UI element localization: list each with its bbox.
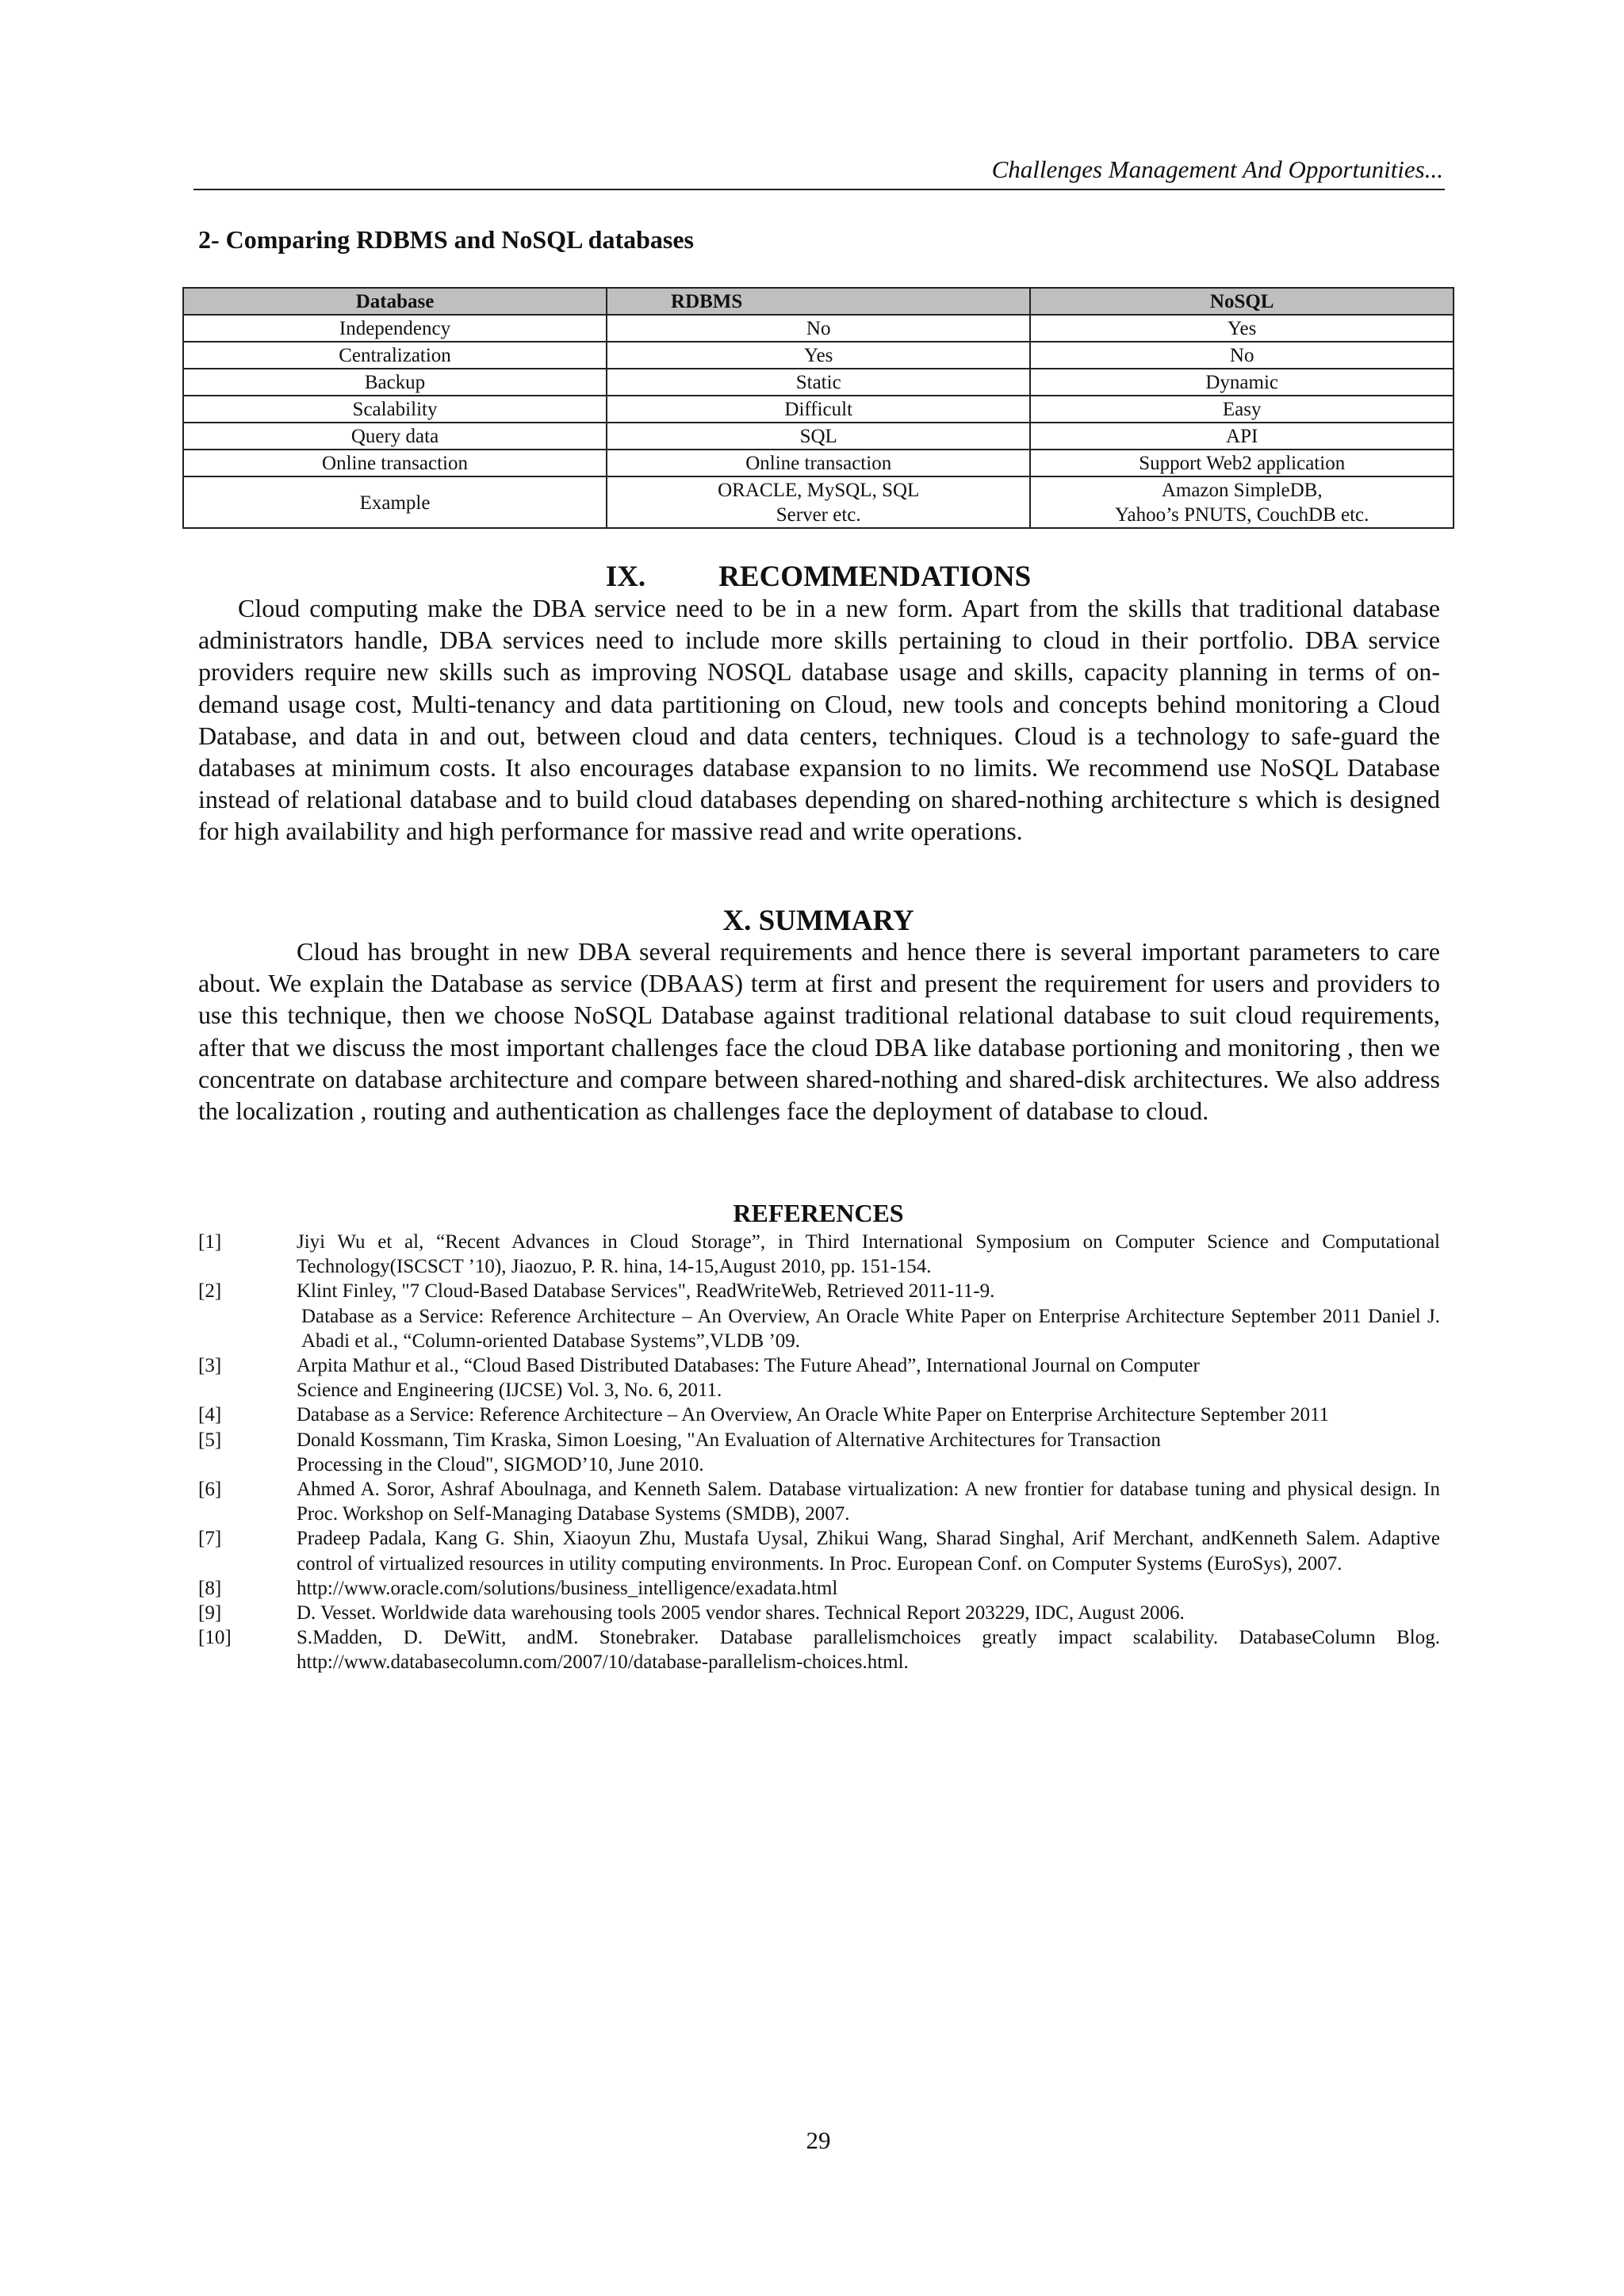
reference-number: [3]: [198, 1355, 222, 1377]
summary-body: Cloud has brought in new DBA several requirements and hence there is several important parameters to care about. We explain the Database as service (DBAAS) term at first and present the requirement for users and providers to use this technique, then we choose NoSQL Database against traditional relational database to suit cloud requirements, after that we discuss the most important challenges face the cloud DBA like database portioning and monitoring , then we concentrate on database architecture and compare between shared-nothing and shared-disk architectures. We also address the localization , routing and authentication as challenges face the deployment of database to cloud.: [198, 937, 1440, 1126]
recommendations-body: Cloud computing make the DBA service need to be in a new form. Apart from the skills that traditional database administrators handle, DBA services need to include more skills pertaining to cloud in their portfolio. DBA service providers require new skills such as improving NOSQL database usage and skills, capacity planning in terms of on-demand usage cost, Multi-tenancy and data partitioning on Cloud, new tools and concepts behind monitoring a Cloud Database, and data in and out, between cloud and data centers, techniques. Cloud is a technology to safe-guard the databases at minimum costs. It also encourages database expansion to no limits. We recommend use NoSQL Database instead of relational database and to build cloud databases depending on shared-nothing architecture s which is designed for high availability and high performance for massive read and write operations.: [198, 594, 1440, 846]
table-header-row: [183, 288, 1454, 315]
subsection-title: 2- Comparing RDBMS and NoSQL databases: [198, 225, 694, 254]
table-cell: Query data: [183, 423, 607, 450]
reference-item: [198, 1526, 1440, 1575]
reference-text: Klint Finley, "7 Cloud-Based Database Services", ReadWriteWeb, Retrieved 2011-11-9.: [297, 1280, 995, 1303]
reference-text: Database as a Service: Reference Architecture – An Overview, An Oracle White Paper on Enterprise Architecture September 2011: [297, 1404, 1330, 1426]
table-row: [183, 423, 1454, 450]
reference-text: D. Vesset. Worldwide data warehousing tools 2005 vendor shares. Technical Report 203229, IDC, August 2006.: [297, 1602, 1185, 1624]
table-cell: Yes: [1030, 315, 1454, 342]
table-cell: Backup: [183, 369, 607, 396]
comparison-table: [182, 287, 1454, 529]
table-cell: Example: [183, 476, 607, 528]
table-cell: Easy: [1030, 396, 1454, 423]
table-row: [183, 315, 1454, 342]
column-header-nosql: NoSQL: [1030, 288, 1454, 315]
column-header-rdbms: RDBMS: [607, 288, 1030, 315]
reference-item: [198, 1576, 1440, 1601]
references-list: [198, 1230, 1440, 1675]
reference-text: S.Madden, D. DeWitt, andM. Stonebraker. Database parallelismchoices greatly impact scalability. DatabaseColumn Blog. http://www.databasecolumn.com/2007/10/database-parallelism-choices.html.: [297, 1627, 1440, 1674]
table-cell: No: [1030, 342, 1454, 369]
reference-item: [198, 1625, 1440, 1674]
table-row: [183, 369, 1454, 396]
reference-number: [4]: [198, 1404, 222, 1426]
summary-heading: X. SUMMARY: [722, 905, 914, 937]
table-cell: Online transaction: [607, 450, 1030, 476]
reference-item: [198, 1601, 1440, 1625]
recommendations-heading: [193, 560, 1443, 594]
table-cell: SQL: [607, 423, 1030, 450]
reference-text: Donald Kossmann, Tim Kraska, Simon Loesing, "An Evaluation of Alternative Architectures for Transaction: [297, 1429, 1161, 1451]
reference-item: [198, 1279, 1440, 1353]
reference-text: Processing in the Cloud", SIGMOD’10, June 2010.: [297, 1453, 704, 1475]
reference-text: Ahmed A. Soror, Ashraf Aboulnaga, and Kenneth Salem. Database virtualization: A new frontier for database tuning and physical design. In Proc. Workshop on Self-Managing Database Systems (SMDB), 2007.: [297, 1479, 1440, 1525]
table-row: [183, 396, 1454, 423]
reference-text: Science and Engineering (IJCSE) Vol. 3, No. 6, 2011.: [297, 1380, 722, 1402]
page-number: 29: [806, 2126, 831, 2154]
table-cell: No: [607, 315, 1030, 342]
section-number: IX.: [605, 561, 646, 593]
table-cell: Difficult: [607, 396, 1030, 423]
cell-line: Amazon SimpleDB,: [1161, 480, 1323, 501]
table-cell: Dynamic: [1030, 369, 1454, 396]
reference-item: [198, 1428, 1440, 1477]
cell-line: Server etc.: [776, 504, 861, 526]
reference-number: [8]: [198, 1577, 222, 1599]
reference-item: [198, 1230, 1440, 1279]
running-head: Challenges Management And Opportunities...: [991, 155, 1443, 183]
reference-text: Database as a Service: Reference Architecture – An Overview, An Oracle White Paper on Enterprise Architecture September 2011 Daniel J. Abadi et al., “Column-oriented Database Systems”,VLDB ’09.: [301, 1305, 1440, 1352]
table-row: [183, 342, 1454, 369]
reference-text: Arpita Mathur et al., “Cloud Based Distributed Databases: The Future Ahead”, International Journal on Computer: [297, 1355, 1200, 1377]
reference-number: [1]: [198, 1231, 222, 1253]
reference-item: [198, 1353, 1440, 1402]
reference-item: [198, 1402, 1440, 1427]
reference-number: [6]: [198, 1479, 222, 1501]
table-cell: [607, 476, 1030, 528]
column-header-database: Database: [183, 288, 607, 315]
cell-line: ORACLE, MySQL, SQL: [718, 480, 920, 501]
reference-text: Pradeep Padala, Kang G. Shin, Xiaoyun Zhu, Mustafa Uysal, Zhikui Wang, Sharad Singhal, Arif Merchant, andKenneth Salem. Adaptive control of virtualized resources in utility computing environments. In Proc. European Conf. on Computer Systems (EuroSys), 2007.: [297, 1528, 1440, 1575]
reference-text: http://www.oracle.com/solutions/business_intelligence/exadata.html: [297, 1577, 838, 1599]
table-row: [183, 450, 1454, 476]
table-cell: Online transaction: [183, 450, 607, 476]
table-cell: [1030, 476, 1454, 528]
reference-item: [198, 1477, 1440, 1526]
table-cell: Centralization: [183, 342, 607, 369]
header-rule: [193, 189, 1445, 190]
references-heading: REFERENCES: [733, 1199, 904, 1227]
table-cell: Scalability: [183, 396, 607, 423]
reference-number: [7]: [198, 1528, 222, 1550]
reference-number: [2]: [198, 1280, 222, 1303]
table-cell: Independency: [183, 315, 607, 342]
table-cell: Support Web2 application: [1030, 450, 1454, 476]
reference-number: [9]: [198, 1602, 222, 1624]
reference-number: [5]: [198, 1429, 222, 1451]
table-cell: API: [1030, 423, 1454, 450]
table-row-example: [183, 476, 1454, 528]
reference-text: Jiyi Wu et al, “Recent Advances in Cloud Storage”, in Third International Symposium on Computer Science and Computational Technology(ISCSCT ’10), Jiaozuo, P. R. hina, 14-15,August 2010, pp. 151-154.: [297, 1231, 1440, 1278]
table-cell: Static: [607, 369, 1030, 396]
cell-line: Yahoo’s PNUTS, CouchDB etc.: [1115, 504, 1369, 526]
reference-number: [10]: [198, 1627, 232, 1649]
table-cell: Yes: [607, 342, 1030, 369]
section-title: RECOMMENDATIONS: [718, 561, 1032, 593]
